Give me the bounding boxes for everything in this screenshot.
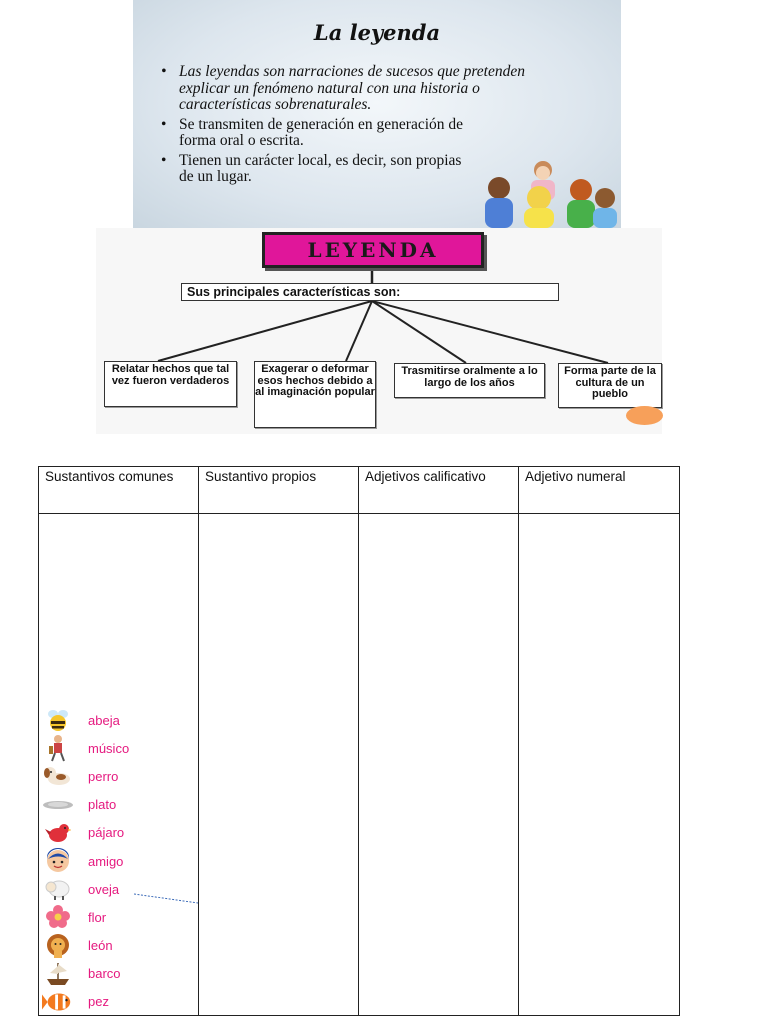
characteristic-box: Exagerar o deformar esos hechos debido a al imaginación popular <box>254 361 376 428</box>
table-header-cell: Adjetivos calificativo <box>359 467 519 514</box>
list-item[interactable] <box>42 847 197 875</box>
characteristic-box: Trasmitirse oralmente a lo largo de los años <box>394 363 545 398</box>
intro-slide <box>133 0 621 228</box>
list-item[interactable] <box>42 932 197 960</box>
word-label: barco <box>88 966 121 982</box>
bullet-item: • Las leyendas son narraciones de sucesos que pretenden explicar un fenómeno natural con una historia o características sobrenaturales. <box>155 64 569 114</box>
characteristic-box: Relatar hechos que tal vez fueron verdaderos <box>104 361 237 407</box>
list-item[interactable] <box>42 734 197 762</box>
word-label: león <box>88 938 113 954</box>
list-item[interactable] <box>42 988 197 1016</box>
sheep-icon <box>42 876 74 902</box>
bird-icon <box>42 820 74 846</box>
slide-title: La leyenda <box>313 20 441 45</box>
table-header-row <box>39 467 680 514</box>
table-header-cell: Sustantivos comunes <box>39 467 199 514</box>
table-header-cell: Sustantivo propios <box>199 467 359 514</box>
table-header-cell: Adjetivo numeral <box>519 467 680 514</box>
fish-icon <box>42 989 74 1015</box>
characteristics-diagram <box>96 228 662 434</box>
word-label: pez <box>88 994 109 1010</box>
table-cell-adjetivo-numeral[interactable] <box>519 514 680 1016</box>
word-label: pájaro <box>88 825 125 841</box>
characteristic-box: Forma parte de la cultura de un pueblo <box>558 363 662 408</box>
word-label: oveja <box>88 881 120 897</box>
table-cell-sustantivo-propios[interactable] <box>199 514 359 1016</box>
list-item[interactable] <box>42 791 197 819</box>
word-label: abeja <box>88 712 120 728</box>
bullet-item: • Se transmiten de generación en generación de forma oral o escrita. <box>155 117 479 150</box>
lion-icon <box>42 933 74 959</box>
word-label: amigo <box>88 853 124 869</box>
word-list <box>42 706 197 1016</box>
word-label: perro <box>88 768 119 784</box>
bee-icon <box>42 707 74 733</box>
list-item[interactable] <box>42 762 197 790</box>
dotted-connector-line <box>134 892 200 906</box>
friend-icon <box>42 848 74 874</box>
flower-icon <box>42 904 74 930</box>
ship-icon <box>42 961 74 987</box>
word-label: flor <box>88 909 107 925</box>
list-item[interactable] <box>42 706 197 734</box>
orange-ellipse-shape <box>626 406 663 425</box>
word-label: músico <box>88 740 130 756</box>
musician-icon <box>42 735 74 761</box>
dog-icon <box>42 763 74 789</box>
leyenda-title-box: LEYENDA <box>262 232 484 268</box>
list-item[interactable] <box>42 903 197 931</box>
table-cell-adjetivos-calificativo[interactable] <box>359 514 519 1016</box>
list-item[interactable] <box>42 819 197 847</box>
bullet-item: • Tienen un carácter local, es decir, son propias de un lugar. <box>155 153 479 186</box>
children-group-illustration <box>477 158 617 228</box>
characteristics-heading-box: Sus principales características son: <box>181 283 559 301</box>
plate-icon <box>42 792 74 818</box>
list-item[interactable] <box>42 960 197 988</box>
word-label: plato <box>88 797 117 813</box>
